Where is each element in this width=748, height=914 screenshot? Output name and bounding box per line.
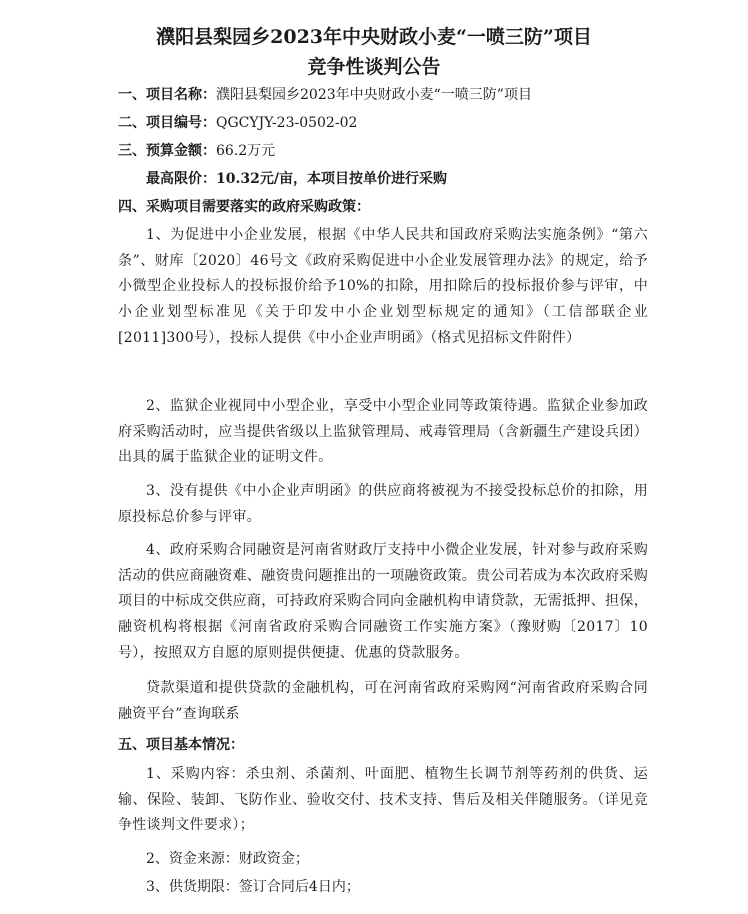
project-number-label: 二、项目编号： (118, 115, 216, 131)
max-price-row (146, 166, 676, 192)
project-number-value: QGCYJY-23-0502-02 (216, 115, 358, 131)
max-price-label: 最高限价： (146, 171, 216, 187)
section4-paragraph-3: 3、没有提供《中小企业声明函》的供应商将被视为不接受投标总价的扣除，用原投标总价参与评审。 (118, 483, 648, 525)
section4-paragraph-5: 贷款渠道和提供贷款的金融机构，可在河南省政府采购网“河南省政府采购合同融资平台”查询联系 (118, 680, 648, 722)
section5-paragraph-2: 2、资金来源：财政资金； (146, 851, 309, 867)
document-title-line2: 竞争性谈判公告 (307, 56, 441, 78)
budget-label: 三、预算金额： (118, 143, 216, 159)
section4-paragraph-2: 2、监狱企业视同中小型企业，享受中小型企业同等政策待遇。监狱企业参加政府采购活动时，应当提供省级以上监狱管理局、戒毒管理局（含新疆生产建设兵团）出具的属于监狱企业的证明文件。 (118, 398, 648, 466)
section4-paragraph-1: 1、为促进中小企业发展，根据《中华人民共和国政府采购法实施条例》“第六条”、财库〔2020〕46号文《政府采购促进中小企业发展管理办法》的规定，给予小微型企业投标人的投标报价给予10%的扣除，用扣除后的投标报价参与评审，中小企业划型标准见《关于印发中小企业划型标规定的通知》（工信部联企业[2011]300号），投标人提供《中小企业声明函》（格式见招标文件附件） (118, 227, 648, 346)
project-name-value: 濮阳县梨园乡2023年中央财政小麦“一喷三防”项目 (216, 87, 532, 103)
section5-paragraph-1: 1、采购内容：杀虫剂、杀菌剂、叶面肥、植物生长调节剂等药剂的供货、运输、保险、装卸、飞防作业、验收交付、技术支持、售后及相关伴随服务。（详见竞争性谈判文件要求）； (118, 766, 648, 834)
document-title-line1: 濮阳县梨园乡2023年中央财政小麦“一喷三防”项目 (156, 26, 592, 48)
section5-heading: 五、项目基本情况： (118, 737, 244, 753)
budget-value: 66.2万元 (216, 143, 276, 159)
section4-paragraph-4: 4、政府采购合同融资是河南省财政厅支持中小微企业发展，针对参与政府采购活动的供应商融资难、融资贵问题推出的一项融资政策。贵公司若成为本次政府采购项目的中标成交供应商，可持政府采购合同向金融机构申请贷款，无需抵押、担保，融资机构将根据《河南省政府采购合同融资工作实施方案》（豫财购〔2017〕10 号），按照双方自愿的原则提供便捷、优惠的贷款服务。 (118, 542, 648, 661)
section5-paragraph-3: 3、供货期限：签订合同后4日内； (146, 879, 360, 895)
max-price-value: 10.32元/亩，本项目按单价进行采购 (216, 171, 447, 187)
project-name-label: 一、项目名称： (118, 87, 216, 103)
section4-heading: 四、采购项目需要落实的政府采购政策： (118, 199, 370, 215)
project-number-row (118, 110, 648, 136)
budget-row (118, 138, 648, 164)
project-name-row (118, 82, 648, 108)
